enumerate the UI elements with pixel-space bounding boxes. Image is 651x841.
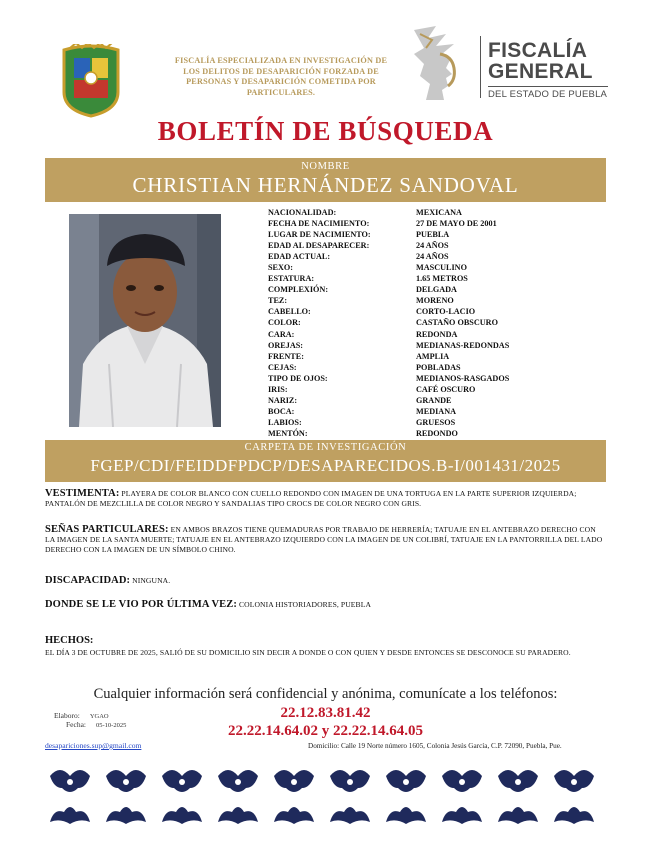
pattern-motif — [162, 807, 202, 824]
pattern-motif — [442, 807, 482, 824]
detail-row — [268, 373, 598, 384]
logo-title-2: GENERAL — [488, 60, 593, 83]
detail-value: MASCULINO — [416, 263, 467, 273]
detail-row — [268, 273, 598, 284]
person-photo — [69, 214, 221, 427]
detail-row — [268, 229, 598, 240]
pattern-motif — [50, 807, 90, 824]
person-photo-illustration — [69, 214, 221, 427]
detail-label: LABIOS: — [268, 417, 302, 427]
detail-value: MEXICANA — [416, 208, 462, 217]
detail-label: TIPO DE OJOS: — [268, 373, 328, 383]
detail-label: TEZ: — [268, 296, 288, 306]
detail-row — [268, 340, 598, 351]
pattern-motif — [386, 807, 426, 824]
bulletin-title: BOLETÍN DE BÚSQUEDA — [157, 116, 494, 146]
case-band — [45, 440, 606, 482]
profile-head-icon — [406, 24, 476, 104]
office-address: Domicilio: Calle 19 Norte número 1605, Colonia Jesús García, C.P. 72090, Puebla, Pue. — [308, 742, 562, 750]
detail-row — [268, 428, 598, 439]
detail-value: DELGADA — [416, 285, 457, 295]
pattern-motif — [386, 770, 426, 792]
detail-value: REDONDO — [416, 428, 458, 438]
detail-label: MENTÓN: — [268, 428, 308, 438]
prepared-by-value: YGAO — [89, 713, 109, 720]
detail-row — [268, 295, 598, 306]
physical-details — [268, 207, 598, 439]
detail-row — [268, 417, 598, 428]
phone-line-2: 22.22.14.64.02 y 22.22.14.64.05 — [228, 723, 423, 739]
detail-value: MORENO — [416, 296, 454, 306]
state-seal-icon — [60, 44, 122, 118]
detail-row — [268, 329, 598, 340]
contact-message: Cualquier información será confidencial y anónima, comunícate a los teléfonos: — [93, 686, 558, 702]
detail-value: AMPLIA — [416, 351, 450, 361]
detail-value: 1.65 METROS — [416, 274, 468, 284]
detail-label: COMPLEXIÓN: — [268, 285, 329, 295]
clothing-section — [45, 489, 605, 509]
detail-row — [268, 306, 598, 317]
detail-value: 24 AÑOS — [416, 241, 449, 251]
detail-label: ESTATURA: — [268, 274, 315, 284]
detail-label: EDAD ACTUAL: — [268, 252, 331, 262]
pattern-motif — [498, 807, 538, 824]
prepared-by — [54, 711, 109, 720]
logo-subtitle: DEL ESTADO DE PUEBLA — [488, 86, 608, 100]
marks-section — [45, 525, 605, 555]
detail-value: CORTO-LACIO — [416, 307, 476, 317]
facts-label: HECHOS: — [45, 635, 94, 646]
disability-section — [45, 576, 605, 586]
detail-value: 27 DE MAYO DE 2001 — [416, 219, 497, 229]
detail-row — [268, 395, 598, 406]
decorative-pattern — [40, 762, 612, 828]
pattern-motif — [218, 807, 258, 824]
detail-value: POBLADAS — [416, 362, 461, 372]
agency-line-3: PERSONAS Y DESAPARICIÓN COMETIDA POR — [186, 77, 376, 86]
detail-label: FECHA DE NACIMIENTO: — [268, 219, 370, 229]
pattern-motif — [442, 770, 482, 792]
detail-row — [268, 251, 598, 262]
detail-value: GRANDE — [416, 395, 452, 405]
agency-line-1: FISCALÍA ESPECIALIZADA EN INVESTIGACIÓN DE — [174, 56, 388, 65]
pattern-motif — [106, 807, 146, 824]
detail-value: MEDIANAS-REDONDAS — [416, 340, 510, 350]
detail-value: MEDIANOS-RASGADOS — [416, 373, 510, 383]
detail-value: CASTAÑO OBSCURO — [416, 318, 498, 328]
pattern-motif — [554, 807, 594, 824]
agency-name — [168, 56, 394, 98]
detail-value: GRUESOS — [416, 417, 456, 427]
detail-value: PUEBLA — [416, 230, 450, 240]
marks-label: SEÑAS PARTICULARES: — [45, 524, 169, 535]
detail-label: NARIZ: — [268, 395, 298, 405]
pattern-motif — [106, 770, 146, 792]
case-number: FGEP/CDI/FEIDDFPDCP/DESAPARECIDOS.B-I/001431/2025 — [90, 456, 561, 475]
facts-text: EL DÍA 3 DE OCTUBRE DE 2025, SALIÓ DE SU DOMICILIO SIN DECIR A DONDE O CON QUIEN Y DESDE ENTONCES SE DESCONOCE SU PARADERO. — [45, 648, 571, 657]
last-seen-section — [45, 600, 605, 610]
logo-divider — [480, 36, 481, 98]
pattern-motif — [274, 770, 314, 792]
detail-value: CAFÉ OSCURO — [416, 384, 476, 394]
detail-label: SEXO: — [268, 263, 294, 273]
logo-title-1: FISCALÍA — [488, 39, 588, 62]
fiscalia-logo — [406, 24, 606, 108]
last-seen-text: COLONIA HISTORIADORES, PUEBLA — [238, 600, 372, 609]
pattern-motif — [162, 770, 202, 792]
agency-line-4: PARTICULARES. — [246, 87, 316, 97]
header — [0, 0, 651, 110]
case-label: CARPETA DE INVESTIGACIÓN — [244, 442, 407, 453]
prepared-by-label: Elaboro: — [54, 711, 80, 720]
detail-value: MEDIANA — [416, 406, 457, 416]
detail-label: LUGAR DE NACIMIENTO: — [268, 230, 371, 240]
marks-text: EN AMBOS BRAZOS TIENE QUEMADURAS POR TRABAJO DE HERRERÍA; TATUAJE EN EL ANTEBRAZO DERECHO CON LA IMAGEN DE LA SANTA MUERTE; TATUAJE EN EL ANTEBRAZO IZQUIERDO CON LA IMAGEN DE UN COLIBRÍ, TATUAJE EN LA PANTORRILLA DEL LADO DERECHO CON LA IMAGEN DE UN SÍMBOLO CHINO. — [45, 525, 603, 554]
prepared-date-label: Fecha: — [66, 720, 86, 729]
pattern-motif — [50, 770, 90, 792]
detail-row — [268, 262, 598, 273]
pattern-motif — [498, 770, 538, 792]
detail-row — [268, 284, 598, 295]
pattern-motif — [554, 770, 594, 792]
detail-row — [268, 384, 598, 395]
pattern-motif — [274, 807, 314, 824]
detail-label: NACIONALIDAD: — [268, 208, 337, 217]
last-seen-label: DONDE SE LE VIO POR ÚLTIMA VEZ: — [45, 599, 237, 610]
agency-line-2: LOS DELITOS DE DESAPARICIÓN FORZADA DE — [183, 66, 379, 76]
pattern-motif — [330, 807, 370, 824]
detail-row — [268, 317, 598, 328]
clothing-text: PLAYERA DE COLOR BLANCO CON CUELLO REDONDO CON IMAGEN DE UNA TORTUGA EN LA PARTE SUPERIOR IZQUIERDA; PANTALÓN DE MEZCLILLA DE COLOR NEGRO Y SANDALIAS TIPO CROCS DE COLOR NEGRO CON GRIS. — [45, 489, 577, 508]
disability-text: NINGUNA. — [132, 576, 171, 585]
contact-email-link[interactable]: desapariciones.sup@gmail.com — [45, 741, 142, 750]
detail-row — [268, 240, 598, 251]
clothing-label: VESTIMENTA: — [45, 488, 120, 499]
name-band — [45, 158, 606, 202]
prepared-date — [66, 720, 126, 729]
detail-label: COLOR: — [268, 318, 301, 328]
detail-row — [268, 362, 598, 373]
detail-label: CEJAS: — [268, 362, 297, 372]
name-label: NOMBRE — [301, 161, 350, 172]
prepared-date-value: 05-10-2025 — [96, 722, 127, 729]
detail-row — [268, 218, 598, 229]
disability-label: DISCAPACIDAD: — [45, 575, 131, 586]
detail-value: REDONDA — [416, 329, 458, 339]
detail-row — [268, 207, 598, 218]
detail-label: IRIS: — [268, 384, 288, 394]
detail-value: 24 AÑOS — [416, 252, 449, 262]
phone-line-1: 22.12.83.81.42 — [280, 705, 371, 721]
detail-label: CARA: — [268, 329, 295, 339]
detail-label: EDAD AL DESAPARECER: — [268, 241, 370, 251]
detail-row — [268, 406, 598, 417]
detail-label: OREJAS: — [268, 340, 304, 350]
pattern-motif — [218, 770, 258, 792]
pattern-motif — [330, 770, 370, 792]
detail-row — [268, 351, 598, 362]
detail-label: BOCA: — [268, 406, 295, 416]
detail-label: CABELLO: — [268, 307, 311, 317]
missing-person-name: CHRISTIAN HERNÁNDEZ SANDOVAL — [132, 173, 519, 197]
detail-label: FRENTE: — [268, 351, 304, 361]
